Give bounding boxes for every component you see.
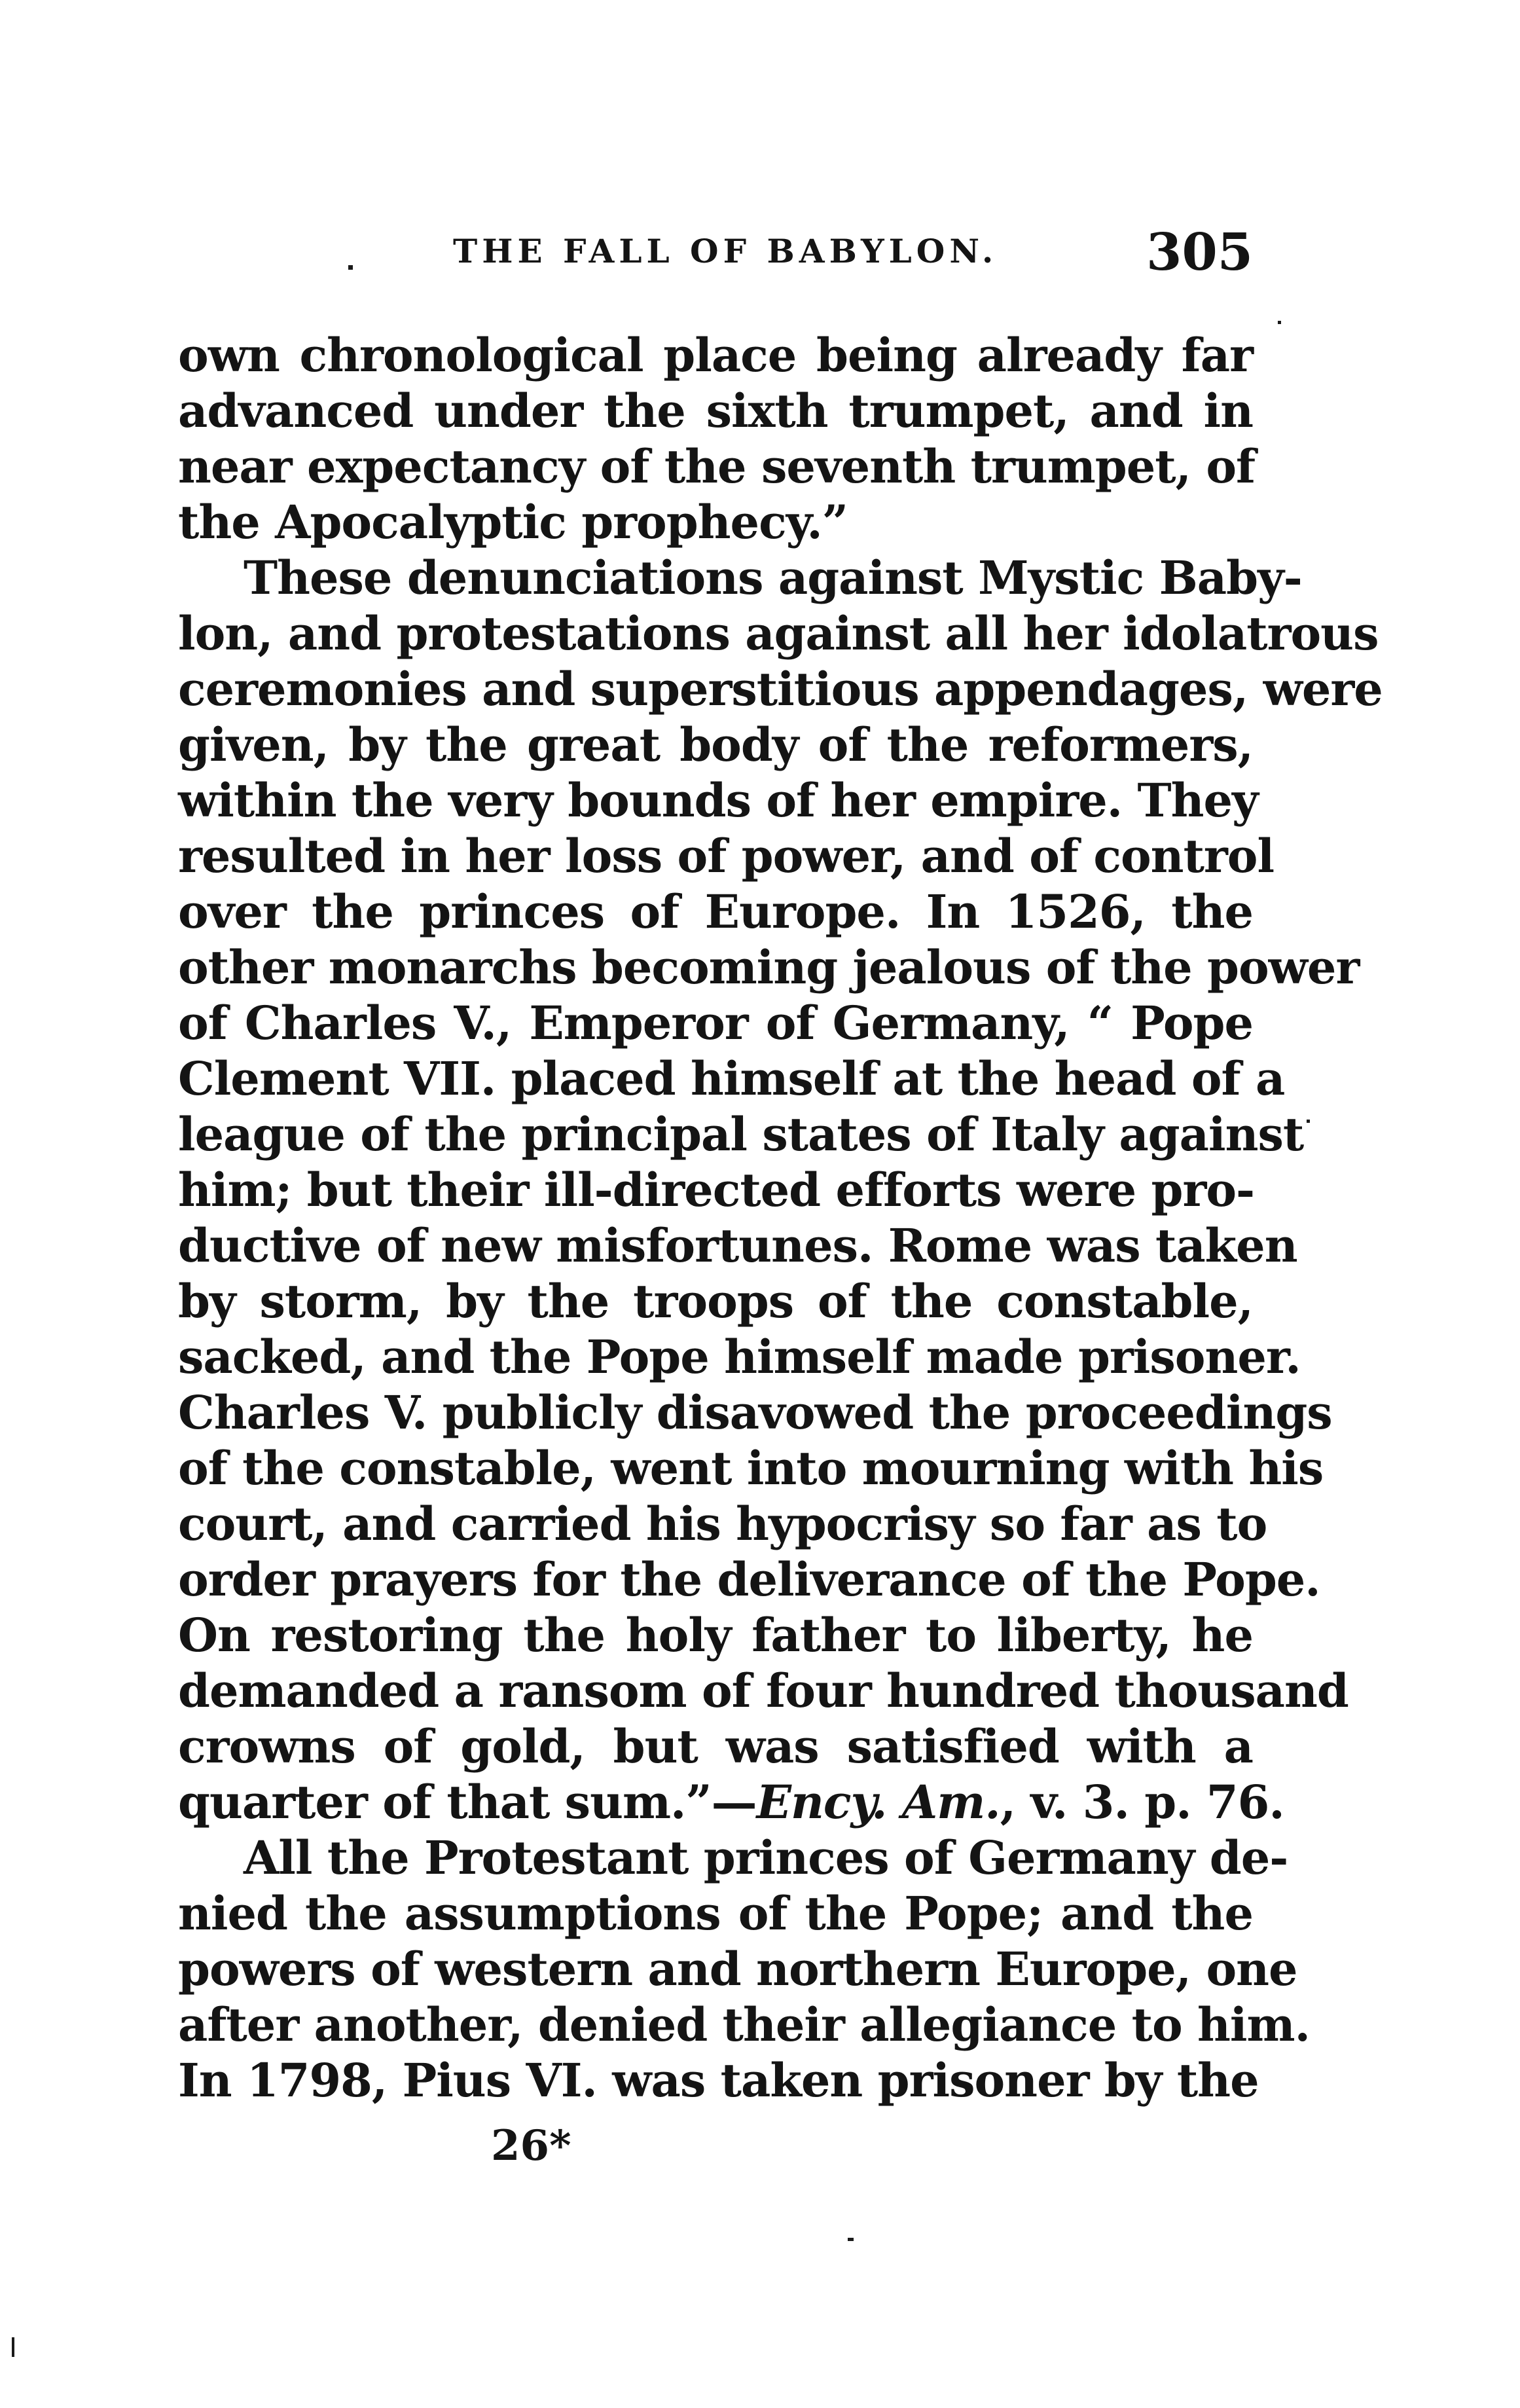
text-line: of Charles V., Emperor of Germany, “ Pope (178, 996, 1253, 1050)
body-text (178, 327, 1383, 2108)
ink-speck (848, 2238, 854, 2241)
text-line: advanced under the sixth trumpet, and in (178, 384, 1253, 438)
text-line: own chronological place being already far (178, 328, 1253, 382)
text-line: of the constable, went into mourning with his (178, 1441, 1324, 1495)
text-line: These denunciations against Mystic Baby- (244, 551, 1302, 605)
text-line: court, and carried his hypocrisy so far as to (178, 1497, 1267, 1551)
text-line: powers of western and northern Europe, one (178, 1942, 1297, 1996)
signature-mark: 26* (491, 2121, 571, 2170)
text-line: over the princes of Europe. In 1526, the (178, 885, 1253, 939)
text-line: Clement VII. placed himself at the head of a (178, 1051, 1285, 1106)
text-line: On restoring the holy father to liberty, he (178, 1608, 1253, 1662)
ink-speck (348, 265, 353, 270)
text-line: within the very bounds of her empire. They (178, 773, 1258, 828)
text-line: given, by the great body of the reformers, (178, 718, 1253, 772)
text-line: him; but their ill-directed efforts were pro- (178, 1163, 1255, 1217)
text-line: nied the assumptions of the Pope; and the (178, 1886, 1253, 1941)
citation-title: Ency. Am. (756, 1775, 1000, 1829)
ink-speck (1278, 321, 1281, 324)
text-line: sacked, and the Pope himself made prisoner. (178, 1330, 1301, 1384)
citation-line (178, 1774, 1284, 1830)
text-line: the Apocalyptic prophecy.” (178, 495, 848, 549)
text-line: league of the principal states of Italy against (178, 1107, 1304, 1161)
text-line: In 1798, Pius VI. was taken prisoner by the (178, 2053, 1259, 2107)
text-line: lon, and protestations against all her idolatrous (178, 606, 1379, 661)
text-line: other monarchs becoming jealous of the power (178, 940, 1360, 994)
text-line: near expectancy of the seventh trumpet, of (178, 439, 1256, 494)
text-line: All the Protestant princes of Germany de- (244, 1831, 1288, 1885)
text-line: Charles V. publicly disavowed the proceedings (178, 1385, 1332, 1440)
page-number: 305 (1146, 223, 1253, 282)
running-head (178, 223, 1253, 282)
text-line: demanded a ransom of four hundred thousand (178, 1664, 1348, 1718)
text-line: by storm, by the troops of the constable, (178, 1274, 1253, 1328)
text-line: resulted in her loss of power, and of control (178, 829, 1275, 883)
text-line: after another, denied their allegiance to him. (178, 1998, 1310, 2052)
ink-speck (1307, 1120, 1310, 1123)
text-line: crowns of gold, but was satisfied with a (178, 1719, 1253, 1774)
ink-speck (12, 2337, 14, 2357)
citation-reference: , v. 3. p. 76. (1000, 1775, 1284, 1829)
text-line: order prayers for the deliverance of the Pope. (178, 1552, 1320, 1607)
quoted-text: quarter of that sum.”— (178, 1775, 757, 1829)
running-title: THE FALL OF BABYLON. (453, 232, 998, 270)
text-line: ceremonies and superstitious appendages, were (178, 662, 1383, 716)
text-line: ductive of new misfortunes. Rome was taken (178, 1218, 1297, 1273)
